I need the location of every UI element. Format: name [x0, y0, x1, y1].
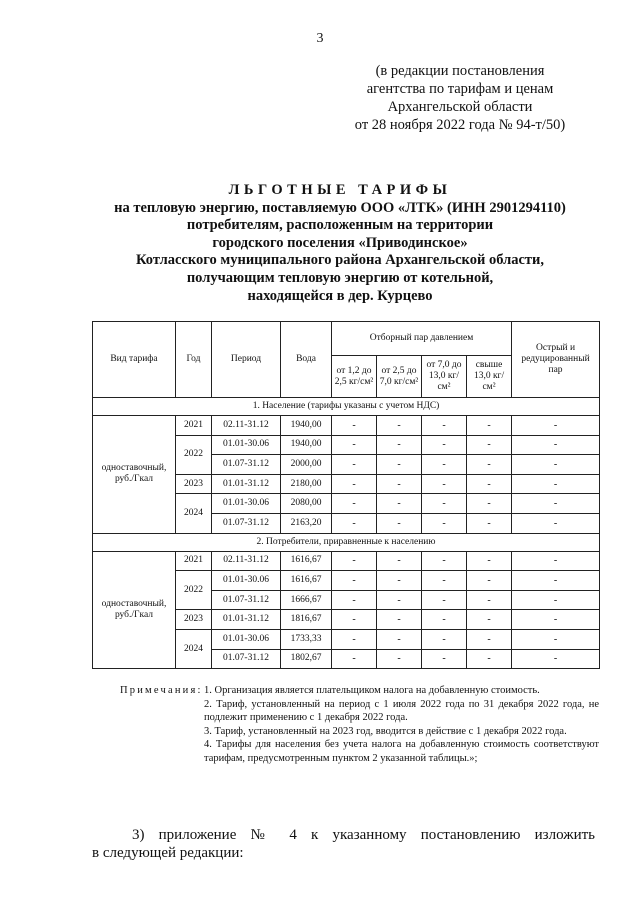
title-line: потребителям, расположенным на территории: [186, 217, 494, 234]
water-cell: 1802,67: [281, 649, 332, 669]
pressure-2-cell: -: [377, 455, 422, 475]
pressure-3-cell: -: [422, 629, 467, 649]
pressure-3-cell: -: [422, 649, 467, 669]
title-line: городского поселения «Приводинское»: [212, 234, 468, 251]
title-line: находящейся в дер. Курцево: [247, 287, 433, 304]
pressure-1-cell: -: [332, 474, 377, 494]
period-cell: 01.01-30.06: [212, 629, 281, 649]
note-item: 3. Тариф, установленный на 2023 год, вводится в действие с 1 декабря 2022 года.: [204, 725, 567, 737]
note-item: 4. Тарифы для населения без учета налога на добавленную стоимость соответствуют тарифам, предусмотренным пунктом 2 указанной таблицы.»;: [204, 739, 599, 764]
period-cell: 01.07-31.12: [212, 649, 281, 669]
period-cell: 01.01-31.12: [212, 474, 281, 494]
steam-cell: -: [512, 610, 600, 630]
pressure-2-cell: -: [377, 416, 422, 436]
steam-cell: -: [512, 416, 600, 436]
steam-cell: -: [512, 551, 600, 571]
year-cell: 2024: [176, 494, 212, 533]
pressure-4-cell: -: [467, 590, 512, 610]
pressure-2-cell: -: [377, 474, 422, 494]
period-cell: 02.11-31.12: [212, 416, 281, 436]
pressure-1-cell: -: [332, 551, 377, 571]
header-voda: Вода: [281, 322, 332, 398]
notes-label: Примечания:: [120, 685, 203, 696]
pressure-2-cell: -: [377, 494, 422, 514]
pressure-3-cell: -: [422, 610, 467, 630]
title-line: на тепловую энергию, поставляемую ООО «ЛТК» (ИНН 2901294110): [114, 199, 566, 216]
period-cell: 01.07-31.12: [212, 513, 281, 533]
pressure-3-cell: -: [422, 494, 467, 514]
pressure-1-cell: -: [332, 416, 377, 436]
pressure-1-cell: -: [332, 513, 377, 533]
header-pressure-3: от 7,0 до 13,0 кг/см²: [422, 356, 467, 398]
year-cell: 2021: [176, 416, 212, 436]
pressure-1-cell: -: [332, 590, 377, 610]
steam-cell: -: [512, 494, 600, 514]
period-cell: 01.01-30.06: [212, 435, 281, 455]
pressure-2-cell: -: [377, 629, 422, 649]
edition-note-line: (в редакции постановления: [375, 63, 545, 79]
pressure-1-cell: -: [332, 571, 377, 591]
pressure-1-cell: -: [332, 494, 377, 514]
edition-note: [330, 62, 590, 134]
header-otbor: Отборный пар давлением: [332, 322, 512, 356]
header-god: Год: [176, 322, 212, 398]
pressure-4-cell: -: [467, 416, 512, 436]
water-cell: 1940,00: [281, 416, 332, 436]
pressure-1-cell: -: [332, 435, 377, 455]
header-pressure-2: от 2,5 до 7,0 кг/см²: [377, 356, 422, 398]
tariff-type-cell: одноставочный, руб./Гкал: [93, 416, 176, 534]
year-cell: 2021: [176, 551, 212, 571]
pressure-2-cell: -: [377, 571, 422, 591]
year-cell: 2023: [176, 610, 212, 630]
paragraph-line: в следующей редакции:: [92, 845, 244, 861]
steam-cell: -: [512, 455, 600, 475]
pressure-3-cell: -: [422, 513, 467, 533]
pressure-4-cell: -: [467, 629, 512, 649]
year-cell: 2022: [176, 435, 212, 474]
header-ostry: Острый и редуцированный пар: [512, 322, 600, 398]
water-cell: 1616,67: [281, 571, 332, 591]
pressure-3-cell: -: [422, 551, 467, 571]
pressure-4-cell: -: [467, 494, 512, 514]
pressure-4-cell: -: [467, 610, 512, 630]
pressure-4-cell: -: [467, 435, 512, 455]
water-cell: 2180,00: [281, 474, 332, 494]
pressure-1-cell: -: [332, 649, 377, 669]
steam-cell: -: [512, 435, 600, 455]
water-cell: 2163,20: [281, 513, 332, 533]
pressure-2-cell: -: [377, 551, 422, 571]
title-line: получающим тепловую энергию от котельной,: [186, 269, 494, 286]
edition-note-line: Архангельской области: [387, 99, 533, 115]
table-row: [93, 416, 600, 436]
pressure-3-cell: -: [422, 455, 467, 475]
steam-cell: -: [512, 590, 600, 610]
section-title: 1. Население (тарифы указаны с учетом НДС): [93, 398, 600, 416]
pressure-2-cell: -: [377, 649, 422, 669]
tariff-type-cell: одноставочный, руб./Гкал: [93, 551, 176, 669]
period-cell: 01.01-31.12: [212, 610, 281, 630]
steam-cell: -: [512, 649, 600, 669]
pressure-2-cell: -: [377, 435, 422, 455]
year-cell: 2024: [176, 629, 212, 668]
pressure-3-cell: -: [422, 416, 467, 436]
note-item: 2. Тариф, установленный на период с 1 июля 2022 года по 31 декабря 2022 года, не подлежит применению с 1 декабря 2022 года.: [204, 698, 599, 724]
year-cell: 2023: [176, 474, 212, 494]
note-item: 1. Организация является плательщиком налога на добавленную стоимость.: [204, 685, 540, 696]
water-cell: 2080,00: [281, 494, 332, 514]
pressure-4-cell: -: [467, 513, 512, 533]
document-title: [60, 182, 620, 305]
water-cell: 1816,67: [281, 610, 332, 630]
page-number: 3: [316, 31, 324, 46]
section-title: 2. Потребители, приравненные к населению: [93, 533, 600, 551]
header-pressure-1: от 1,2 до 2,5 кг/см²: [332, 356, 377, 398]
water-cell: 2000,00: [281, 455, 332, 475]
pressure-4-cell: -: [467, 649, 512, 669]
water-cell: 1940,00: [281, 435, 332, 455]
pressure-4-cell: -: [467, 474, 512, 494]
pressure-1-cell: -: [332, 455, 377, 475]
tariff-table: [92, 321, 600, 669]
water-cell: 1616,67: [281, 551, 332, 571]
steam-cell: -: [512, 571, 600, 591]
title-line: Котласского муниципального района Архангельской области,: [135, 252, 545, 269]
table-row: [93, 551, 600, 571]
water-cell: 1733,33: [281, 629, 332, 649]
notes-list: [204, 684, 599, 766]
water-cell: 1666,67: [281, 590, 332, 610]
year-cell: 2022: [176, 571, 212, 610]
pressure-3-cell: -: [422, 590, 467, 610]
pressure-3-cell: -: [422, 571, 467, 591]
period-cell: 01.07-31.12: [212, 590, 281, 610]
header-period: Период: [212, 322, 281, 398]
period-cell: 01.01-30.06: [212, 494, 281, 514]
edition-note-line: агентства по тарифам и ценам: [366, 81, 554, 97]
period-cell: 02.11-31.12: [212, 551, 281, 571]
pressure-3-cell: -: [422, 435, 467, 455]
pressure-3-cell: -: [422, 474, 467, 494]
period-cell: 01.07-31.12: [212, 455, 281, 475]
amendment-paragraph: [92, 826, 595, 862]
pressure-1-cell: -: [332, 610, 377, 630]
paragraph-line: 3) приложение № 4 к указанному постановлению изложить: [132, 827, 595, 843]
header-vid: Вид тарифа: [93, 322, 176, 398]
pressure-4-cell: -: [467, 551, 512, 571]
steam-cell: -: [512, 513, 600, 533]
pressure-4-cell: -: [467, 455, 512, 475]
title-main: ЛЬГОТНЫЕ ТАРИФЫ: [228, 182, 452, 198]
pressure-4-cell: -: [467, 571, 512, 591]
pressure-1-cell: -: [332, 629, 377, 649]
header-pressure-4: свыше 13,0 кг/см²: [467, 356, 512, 398]
pressure-2-cell: -: [377, 513, 422, 533]
steam-cell: -: [512, 474, 600, 494]
pressure-2-cell: -: [377, 610, 422, 630]
edition-note-line: от 28 ноября 2022 года № 94-т/50): [354, 117, 566, 133]
pressure-2-cell: -: [377, 590, 422, 610]
steam-cell: -: [512, 629, 600, 649]
period-cell: 01.01-30.06: [212, 571, 281, 591]
